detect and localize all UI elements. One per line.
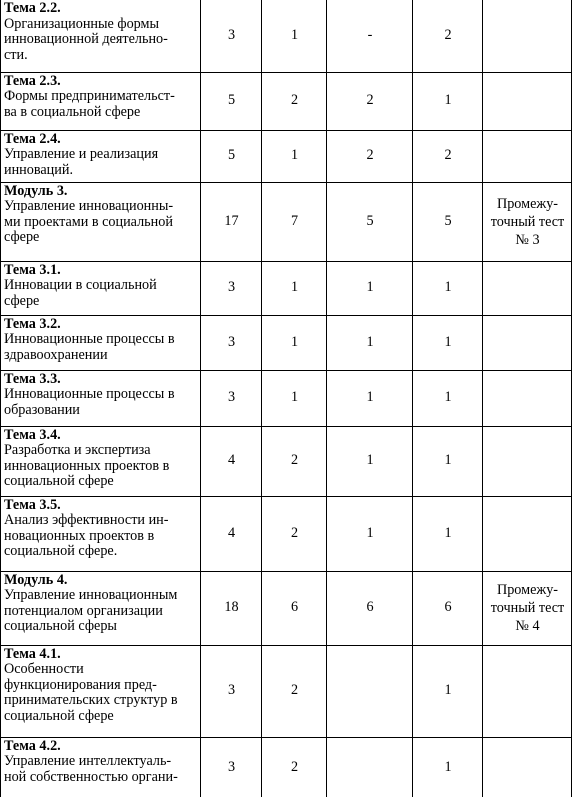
topic-description: Особенности функционирования пред- принимательских структур в социальной сфере: [4, 661, 178, 724]
control-form-cell: Промежу- точный тест № 3: [483, 182, 572, 261]
module-cell: [1, 182, 201, 261]
table-row: [1, 72, 572, 130]
control-form-cell: Промежу- точный тест № 4: [483, 571, 572, 645]
control-form-cell: [483, 496, 572, 571]
table-row: [1, 0, 572, 72]
table-row: [1, 571, 572, 645]
lecture-hours-cell: 1: [262, 261, 327, 315]
topic-cell: [1, 130, 201, 182]
lecture-hours-cell: 2: [262, 426, 327, 496]
module-title: Модуль 4.: [4, 571, 68, 588]
lecture-hours-cell: 2: [262, 496, 327, 571]
topic-title: Тема 2.3.: [4, 72, 61, 89]
table-row: [1, 315, 572, 370]
lecture-hours-cell: 2: [262, 72, 327, 130]
control-form-cell: [483, 130, 572, 182]
module-description: Управление инновационным потенциалом организации социальной сферы: [4, 587, 178, 634]
self-study-hours-cell: 1: [413, 370, 483, 426]
control-form-cell: [483, 737, 572, 797]
total-hours-cell: 3: [201, 315, 262, 370]
control-form-cell: [483, 0, 572, 72]
practice-hours-cell: 1: [327, 370, 413, 426]
self-study-hours-cell: 1: [413, 315, 483, 370]
topic-description: Инновационные процессы в образовании: [4, 386, 175, 418]
table-row: [1, 130, 572, 182]
topic-title: Тема 3.1.: [4, 261, 61, 278]
total-hours-cell: 4: [201, 496, 262, 571]
topic-description: Инновационные процессы в здравоохранении: [4, 331, 175, 363]
practice-hours-cell: 1: [327, 426, 413, 496]
topic-description: Формы предпринимательст- ва в социальной сфере: [4, 88, 175, 120]
topic-description: Инновации в социальной сфере: [4, 277, 157, 309]
total-hours-cell: 3: [201, 737, 262, 797]
practice-hours-cell: [327, 737, 413, 797]
self-study-hours-cell: 2: [413, 130, 483, 182]
topic-description: Организационные формы инновационной деятельно- сти.: [4, 15, 168, 63]
lecture-hours-cell: 2: [262, 645, 327, 737]
topic-title: Тема 3.4.: [4, 426, 61, 443]
topic-title: Тема 2.2.: [4, 0, 61, 16]
control-form-cell: [483, 645, 572, 737]
total-hours-cell: 5: [201, 130, 262, 182]
table-row: [1, 370, 572, 426]
total-hours-cell: 5: [201, 72, 262, 130]
total-hours-cell: 4: [201, 426, 262, 496]
topic-cell: [1, 261, 201, 315]
control-form-cell: [483, 261, 572, 315]
lecture-hours-cell: 7: [262, 182, 327, 261]
topic-cell: [1, 370, 201, 426]
module-description: Управление инновационны- ми проектами в социальной сфере: [4, 198, 174, 245]
topic-cell: [1, 496, 201, 571]
practice-hours-cell: 2: [327, 72, 413, 130]
total-hours-cell: 3: [201, 370, 262, 426]
topic-description: Управление интеллектуаль- ной собственностью органи-: [4, 753, 178, 785]
self-study-hours-cell: 1: [413, 737, 483, 797]
lecture-hours-cell: 2: [262, 737, 327, 797]
self-study-hours-cell: 2: [413, 0, 483, 72]
practice-hours-cell: 1: [327, 315, 413, 370]
table-row: [1, 261, 572, 315]
control-form-cell: [483, 315, 572, 370]
practice-hours-cell: -: [327, 0, 413, 72]
practice-hours-cell: 6: [327, 571, 413, 645]
topic-description: Анализ эффективности ин- новационных проектов в социальной сфере.: [4, 512, 169, 559]
control-form-cell: [483, 426, 572, 496]
topic-title: Тема 3.5.: [4, 496, 61, 513]
table-row: [1, 496, 572, 571]
control-form-cell: [483, 370, 572, 426]
total-hours-cell: 3: [201, 261, 262, 315]
total-hours-cell: 17: [201, 182, 262, 261]
self-study-hours-cell: 5: [413, 182, 483, 261]
lecture-hours-cell: 1: [262, 370, 327, 426]
self-study-hours-cell: 6: [413, 571, 483, 645]
topic-cell: [1, 315, 201, 370]
table-row: [1, 426, 572, 496]
topic-title: Тема 4.2.: [4, 737, 61, 754]
practice-hours-cell: 2: [327, 130, 413, 182]
topic-cell: [1, 0, 201, 72]
table-row: [1, 737, 572, 797]
lecture-hours-cell: 6: [262, 571, 327, 645]
topic-title: Тема 2.4.: [4, 130, 61, 147]
self-study-hours-cell: 1: [413, 72, 483, 130]
lecture-hours-cell: 1: [262, 130, 327, 182]
lecture-hours-cell: 1: [262, 315, 327, 370]
topic-title: Тема 3.3.: [4, 370, 61, 387]
topic-cell: [1, 72, 201, 130]
practice-hours-cell: [327, 645, 413, 737]
topic-description: Управление и реализация инноваций.: [4, 146, 159, 178]
lecture-hours-cell: 1: [262, 0, 327, 72]
module-title: Модуль 3.: [4, 182, 68, 199]
practice-hours-cell: 1: [327, 496, 413, 571]
table-body: [1, 0, 572, 797]
self-study-hours-cell: 1: [413, 426, 483, 496]
topic-description: Разработка и экспертиза инновационных проектов в социальной сфере: [4, 442, 170, 489]
self-study-hours-cell: 1: [413, 645, 483, 737]
practice-hours-cell: 1: [327, 261, 413, 315]
topic-title: Тема 3.2.: [4, 315, 61, 332]
practice-hours-cell: 5: [327, 182, 413, 261]
module-cell: [1, 571, 201, 645]
topic-cell: [1, 426, 201, 496]
total-hours-cell: 18: [201, 571, 262, 645]
topic-cell: [1, 737, 201, 797]
self-study-hours-cell: 1: [413, 496, 483, 571]
control-form-cell: [483, 72, 572, 130]
self-study-hours-cell: 1: [413, 261, 483, 315]
total-hours-cell: 3: [201, 0, 262, 72]
total-hours-cell: 3: [201, 645, 262, 737]
topic-cell: [1, 645, 201, 737]
table-row: [1, 182, 572, 261]
table-row: [1, 645, 572, 737]
topic-title: Тема 4.1.: [4, 645, 61, 662]
